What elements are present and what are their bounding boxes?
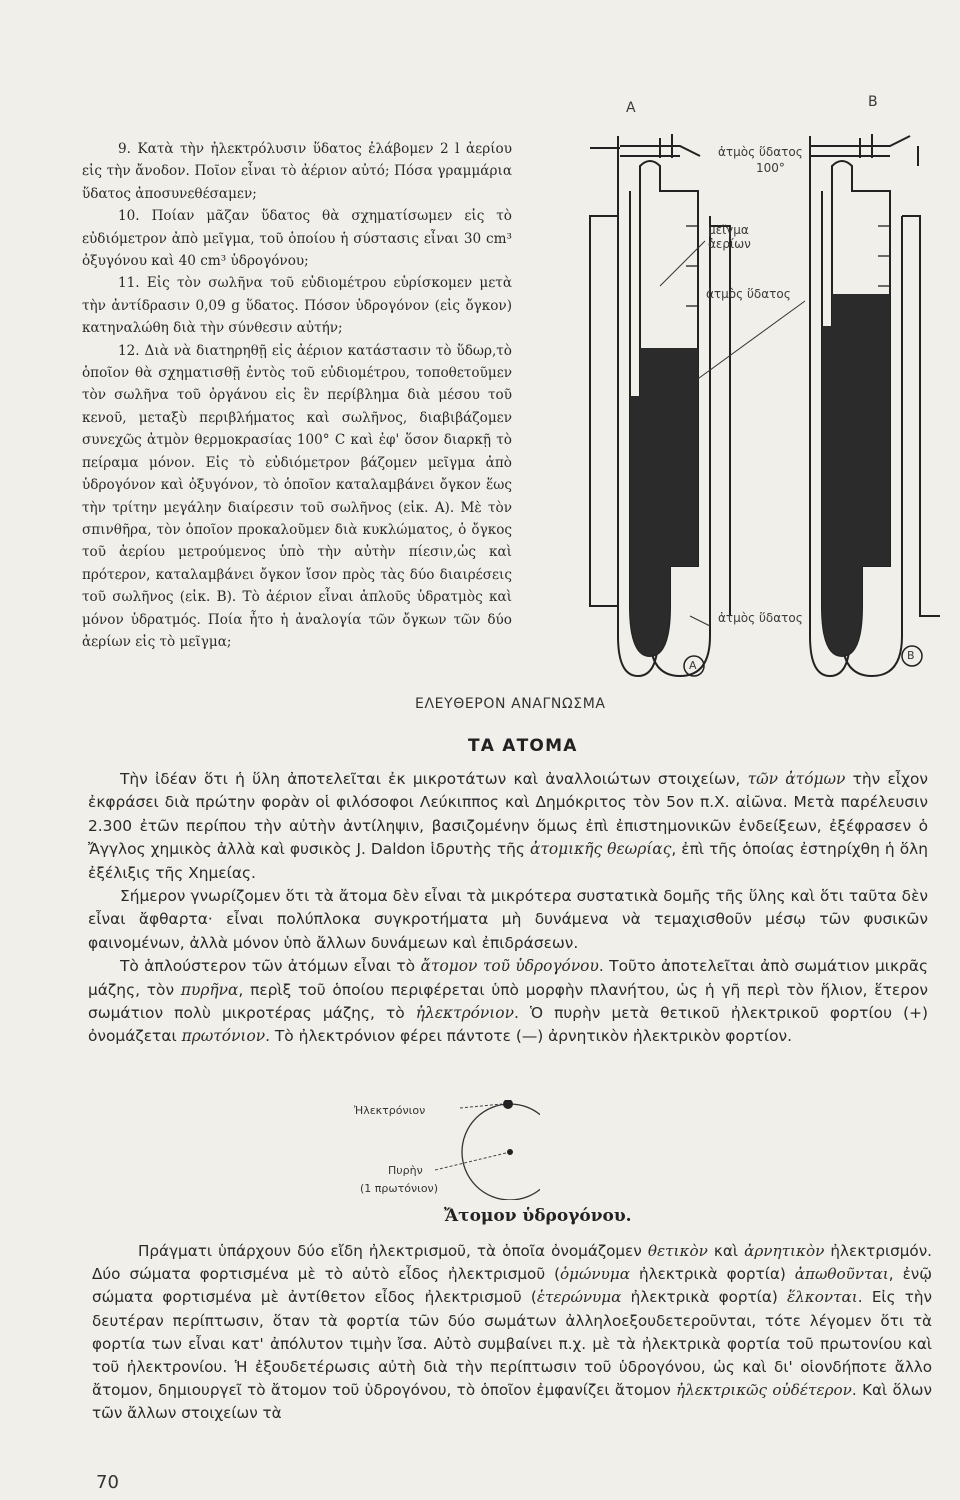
steam-pipe-a [590, 216, 618, 606]
paragraph-1: Τὴν ἰδέαν ὅτι ἡ ὕλη ἀποτελεῖται ἐκ μικροτάτων καὶ ἀναλλοιώτων στοιχείων, τῶν ἀτόμων τὴν εἶχον ἐκφράσει διὰ πρώτην φορὰν οἱ φιλόσοφοι Λεύκιππος καὶ Δημόκριτος τὸν 5ον π.Χ. αἰῶνα. Μετὰ παρέλευσιν 2.300 ἐτῶν περίπου τὴν αὐτὴν ἀντίληψιν, βασιζομένην ὅμως ἐπὶ ἐπιστημονικῶν ἐνδείξεων, ἐξέφρασεν ὁ Ἄγγλος χημικὸς ἀλλὰ καὶ φυσικὸς J. Daldon ἱδρυτὴς τῆς ἀτομικῆς θεωρίας, ἐπὶ τῆς ὁποίας ἐστηρίχθη ἡ ὅλη ἐξέλιξις τῆς Χημείας. [88, 770, 928, 882]
figure-label-b: Β [868, 94, 878, 110]
section-heading: ΤΑ ΑΤΟΜΑ [468, 736, 578, 756]
label-steam-top: ἀτμὸς ὕδατος [718, 145, 803, 159]
nucleus-dot [507, 1149, 513, 1155]
circle-label-a: Α [689, 659, 697, 672]
free-reading-label: ΕΛΕΥΘΕΡΟΝ ΑΝΑΓΝΩΣΜΑ [415, 696, 606, 712]
article-body-continued [92, 1240, 932, 1426]
label-temperature: 100° [756, 161, 785, 175]
proton-label: (1 πρωτόνιον) [360, 1182, 438, 1195]
circle-label-b: Β [907, 649, 915, 662]
exercise-11: 11. Εἰς τὸν σωλῆνα τοῦ εὐδιομέτρου εὑρίσκομεν μετὰ τὴν ἀντίδρασιν 0,09 g ὕδατος. Πόσον ὑδρογόνον (εἰς ὄγκον) κατηναλώθη διὰ τὴν σύνθεσιν αὐτήν; [82, 275, 512, 337]
exercise-10: 10. Ποίαν μᾶζαν ὕδατος θὰ σχηματίσωμεν εἰς τὸ εὐδιόμετρον ἀπὸ μεῖγμα, τοῦ ὁποίου ἡ σύστασις εἶναι 30 cm³ ὀξυγόνου καὶ 40 cm³ ὑδρογόνου; [82, 208, 512, 270]
nucleus-label: Πυρὴν [388, 1164, 423, 1177]
electron-dot [503, 1100, 513, 1109]
label-mixture-1: μεῖγμα [708, 223, 749, 237]
electron-label: Ἠλεκτρόνιον [354, 1104, 426, 1117]
paragraph-3: Τὸ ἁπλούστερον τῶν ἀτόμων εἶναι τὸ ἄτομον τοῦ ὑδρογόνου. Τοῦτο ἀποτελεῖται ἀπὸ σωμάτιον μικρᾶς μάζης, τὸν πυρῆνα, περὶξ τοῦ ὁποίου περιφέρεται ὑπὸ μορφὴν πλανήτου, ὡς ἡ γῆ περὶ τὸν ἥλιον, ἕτερον σωμάτιον πολὺ μικροτέρας μάζης, τὸ ἠλεκτρόνιον. Ὁ πυρὴν μετὰ θετικοῦ ἠλεκτρικοῦ φορτίου (+) ὀνομάζεται πρωτόνιον. Τὸ ἠλεκτρόνιον φέρει πάντοτε (—) ἀρνητικὸν ἠλεκτρικὸν φορτίον. [88, 957, 928, 1046]
electron-orbit [462, 1104, 540, 1200]
eudiometer-figure [560, 96, 960, 686]
paragraph-4: Πράγματι ὑπάρχουν δύο εἴδη ἠλεκτρισμοῦ, τὰ ὁποῖα ὀνομάζομεν θετικὸν καὶ ἀρνητικὸν ἠλεκτρισμόν. Δύο σώματα φορτισμένα μὲ τὸ αὐτὸ εἶδος ἠλεκτρισμοῦ (ὁμώνυμα ἠλεκτρικὰ φορτία) ἀπωθοῦνται, ἐνῷ σώματα φορτισμένα μὲ ἀντίθετον εἶδος ἠλεκτρισμοῦ (ἑτερώνυμα ἠλεκτρικὰ φορτία) ἕλκονται. Εἰς τὴν δευτέραν περίπτωσιν, ὅταν τὰ φορτία τῶν δύο σωμάτων ἀλληλοεξουδετεροῦνται, τότε λέγομεν ὅτι τὰ φορτία των εἶναι κατ' ἀπόλυτον τιμὴν ἴσα. Αὐτὸ συμβαίνει π.χ. μὲ τὰ ἠλεκτρικὰ φορτία τοῦ πρωτονίου καὶ τοῦ ἠλεκτρονίου. Ἡ ἐξουδετέρωσις αὐτὴ διὰ τὴν περίπτωσιν τοῦ ὑδρογόνου, ὡς καὶ δι' οἱονδήποτε ἄλλο ἄτομον, δημιουργεῖ τὸ ἄτομον τοῦ ὑδρογόνου, τὸ ὁποῖον ἐμφανίζει ἄτομον ἠλεκτρικῶς οὐδέτερον. Καὶ ὅλων τῶν ἄλλων στοιχείων τὰ [92, 1242, 933, 1423]
page-number: 70 [96, 1472, 119, 1493]
label-steam-bottom: ἀτμὸς ὕδατος [718, 611, 803, 625]
exercises-column [82, 138, 512, 653]
exercise-12: 12. Διὰ νὰ διατηρηθῇ εἰς ἀέριον κατάστασιν τὸ ὕδωρ,τὸ ὁποῖον θὰ σχηματισθῇ ἐντὸς τοῦ εὐδιομέτρου, τοποθετοῦμεν τὸν σωλῆνα τοῦ ὀργάνου εἰς ἓν περίβλημα διὰ μέσου τοῦ κενοῦ, μεταξὺ περιβλήματος καὶ σωλῆνος, διαβιβάζομεν συνεχῶς ἀτμὸν θερμοκρασίας 100° C καὶ ἐφ' ὅσον διαρκῇ τὸ πείραμα μόνον. Εἰς τὸ εὐδιόμετρον βάζομεν μεῖγμα ἀπὸ ὑδρογόνον καὶ ὀξυγόνον, τὸ ὁποῖον καταλαμβάνει ὄγκον ἕως τὴν τρίτην μεγάλην διαίρεσιν τοῦ σωλῆνος (εἰκ. Α). Μὲ τὸν σπινθῆρα, τὸν ὁποῖον προκαλοῦμεν διὰ κυκλώματος, ὁ ὄγκος τοῦ ἀερίου μετρούμενος ὑπὸ τὴν αὐτὴν πίεσιν,ὡς καὶ πρότερον, καταλαμβάνει ὄγκον ἴσον πρὸς τὰς δύο διαιρέσεις τοῦ σωλῆνος (εἰκ. Β). Τὸ ἀέριον εἶναι ἁπλοῦς ὑδρατμὸς καὶ μόνον ὑδρατμός. Ποία ἦτο ἡ ἀναλογία τῶν ὄγκων τῶν δύο ἀερίων εἰς τὸ μεῖγμα; [82, 342, 512, 650]
figure-label-a: Α [626, 100, 636, 116]
hydrogen-atom-diagram [340, 1100, 540, 1200]
exercise-9: 9. Κατὰ τὴν ἠλεκτρόλυσιν ὕδατος ἐλάβομεν 2 l ἀερίου εἰς τὴν ἄνοδον. Ποῖον εἶναι τὸ ἀέριον αὐτό; Πόσα γραμμάρια ὕδατος ἀποσυνεθέσαμεν; [82, 141, 512, 202]
label-mixture-2: ἀερίων [708, 237, 751, 251]
paragraph-2: Σήμερον γνωρίζομεν ὅτι τὰ ἄτομα δὲν εἶναι τὰ μικρότερα συστατικὰ δομῆς τῆς ὕλης καὶ ὅτι ταῦτα δὲν εἶναι ἄφθαρτα· εἶναι πολύπλοκα συγκροτήματα μὴ δυνάμενα νὰ τεμαχισθοῦν μέσῳ τῶν φυσικῶν φαινομένων, ἀλλὰ μόνον ὑπὸ ἄλλων δυνάμεων καὶ ἐπιδράσεων. [88, 887, 928, 952]
atom-caption: Ἄτομον ὑδρογόνου. [444, 1206, 632, 1226]
article-body [88, 768, 928, 1049]
eudiometer-drawing [560, 96, 960, 686]
label-steam-mid: ἀτμὸς ὕδατος [706, 287, 791, 301]
